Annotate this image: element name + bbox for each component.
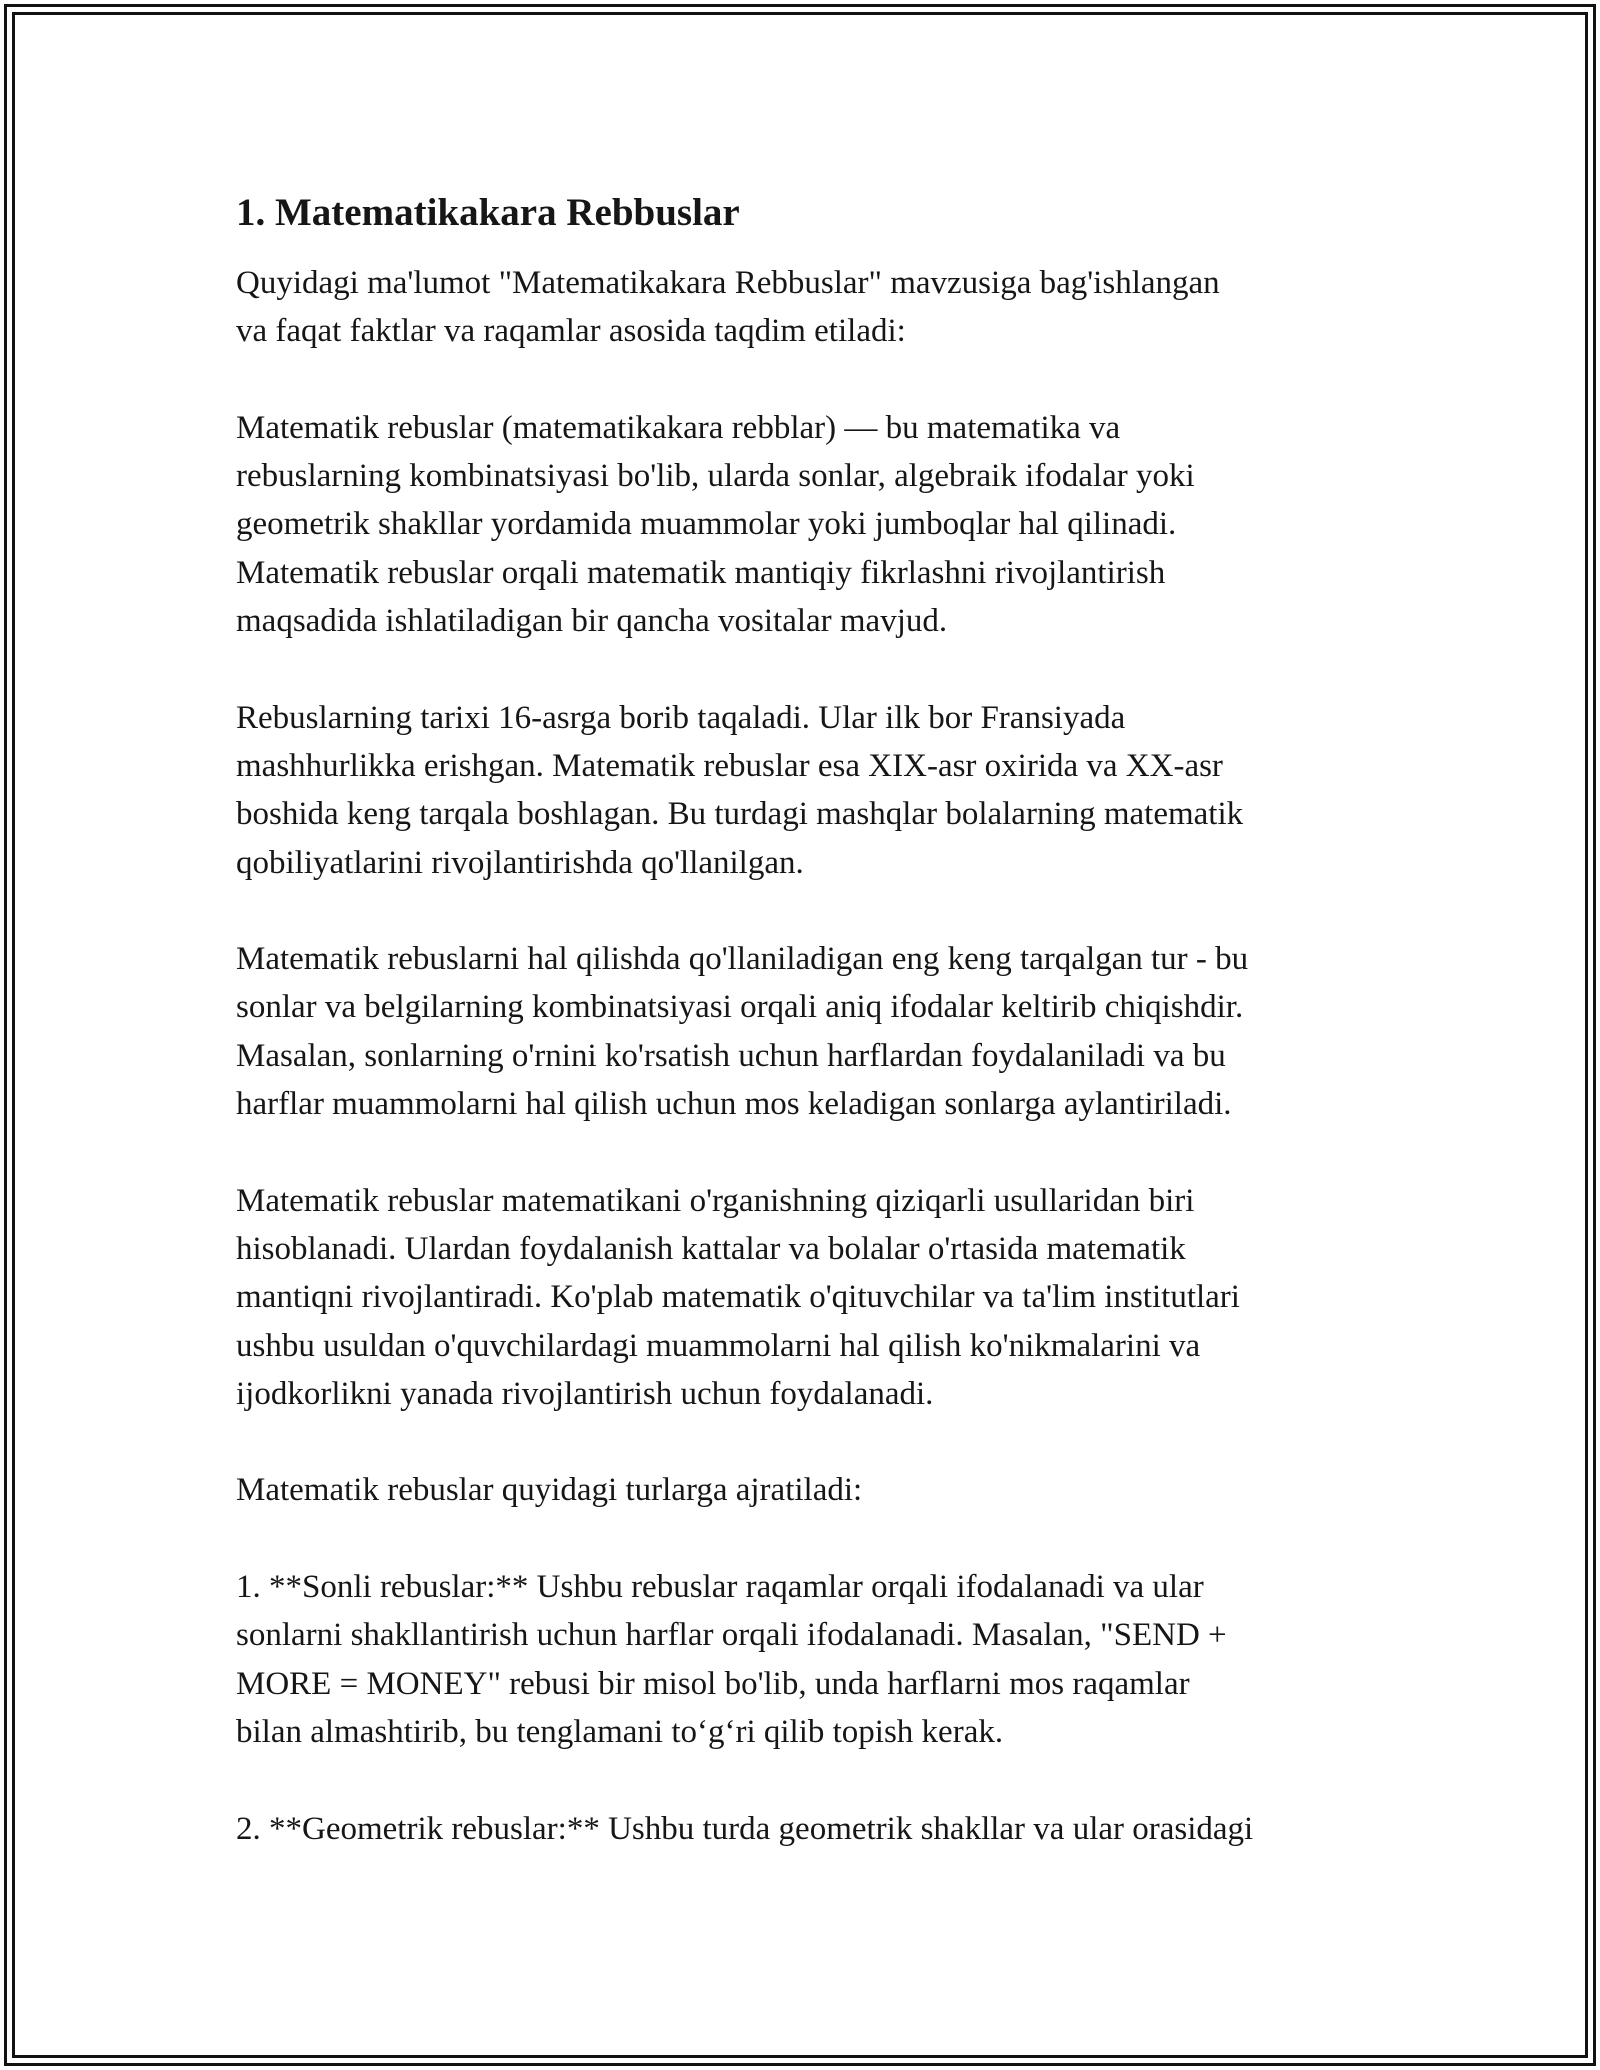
text-line: va faqat faktlar va raqamlar asosida taqdim etiladi: [236, 313, 906, 350]
text-line: Matematik rebuslarni hal qilishda qo'llaniladigan eng keng tarqalgan tur - bu [236, 941, 1249, 978]
text-line: ushbu usuldan o'quvchilardagi muammolarni hal qilish ko'nikmalarini va [236, 1327, 1201, 1364]
text-line: harflar muammolarni hal qilish uchun mos keladigan sonlarga aylantiriladi. [236, 1086, 1232, 1123]
text-line: hisoblanadi. Ulardan foydalanish kattalar va bolalar o'rtasida matematik [236, 1230, 1186, 1267]
document-title: 1. Matematikakara Rebbuslar [236, 191, 740, 234]
text-line: Matematik rebuslar matematikani o'rganishning qiziqarli usullaridan biri [236, 1182, 1195, 1219]
paragraph-geometric-rebus [236, 1805, 1396, 1853]
paragraph-benefits [236, 1177, 1396, 1418]
text-line: mashhurlikka erishgan. Matematik rebuslar esa XIX-asr oxirida va XX-asr [236, 747, 1223, 784]
paragraph-numeric-rebus [236, 1563, 1396, 1756]
text-line: rebuslarning kombinatsiyasi bo'lib, ularda sonlar, algebraik ifodalar yoki [236, 458, 1195, 495]
text-line: Matematik rebuslar orqali matematik mantiqiy fikrlashni rivojlantirish [236, 554, 1166, 591]
text-line: geometrik shakllar yordamida muammolar yoki jumboqlar hal qilinadi. [236, 506, 1177, 543]
text-line: MORE = MONEY" rebusi bir misol bo'lib, unda harflarni mos raqamlar [236, 1665, 1190, 1702]
text-line: 1. **Sonli rebuslar:** Ushbu rebuslar raqamlar orqali ifodalanadi va ular [236, 1569, 1204, 1606]
text-line: Matematik rebuslar (matematikakara rebblar) — bu matematika va [236, 409, 1121, 446]
text-line: Rebuslarning tarixi 16-asrga borib taqaladi. Ular ilk bor Fransiyada [236, 699, 1126, 736]
text-line: sonlar va belgilarning kombinatsiyasi orqali aniq ifodalar keltirib chiqishdir. [236, 989, 1244, 1026]
paragraph-definition [236, 404, 1396, 645]
text-line: bilan almashtirib, bu tenglamani to‘g‘ri qilib topish kerak. [236, 1713, 1004, 1750]
text-line: sonlarni shakllantirish uchun harflar orqali ifodalanadi. Masalan, "SEND + [236, 1617, 1227, 1654]
text-line: boshida keng tarqala boshlagan. Bu turdagi mashqlar bolalarning matematik [236, 796, 1244, 833]
paragraph-intro [236, 259, 1396, 356]
text-line: Masalan, sonlarning o'rnini ko'rsatish uchun harflardan foydalaniladi va bu [236, 1037, 1226, 1074]
text-line: maqsadida ishlatiladigan bir qancha vositalar mavjud. [236, 603, 948, 640]
text-line: 2. **Geometrik rebuslar:** Ushbu turda geometrik shakllar va ular orasidagi [236, 1810, 1254, 1847]
paragraph-history [236, 694, 1396, 887]
text-line: Quyidagi ma'lumot "Matematikakara Rebbuslar" mavzusiga bag'ishlangan [236, 265, 1220, 301]
paragraph-common-type [236, 935, 1396, 1128]
document-body [236, 185, 1396, 1901]
text-line: Matematik rebuslar quyidagi turlarga ajratiladi: [236, 1472, 863, 1509]
text-line: ijodkorlikni yanada rivojlantirish uchun foydalanadi. [236, 1375, 934, 1412]
text-line: mantiqni rivojlantiradi. Ko'plab matematik o'qituvchilar va ta'lim institutlari [236, 1279, 1240, 1316]
paragraph-types-intro [236, 1466, 1396, 1514]
text-line: qobiliyatlarini rivojlantirishda qo'llanilgan. [236, 844, 804, 881]
